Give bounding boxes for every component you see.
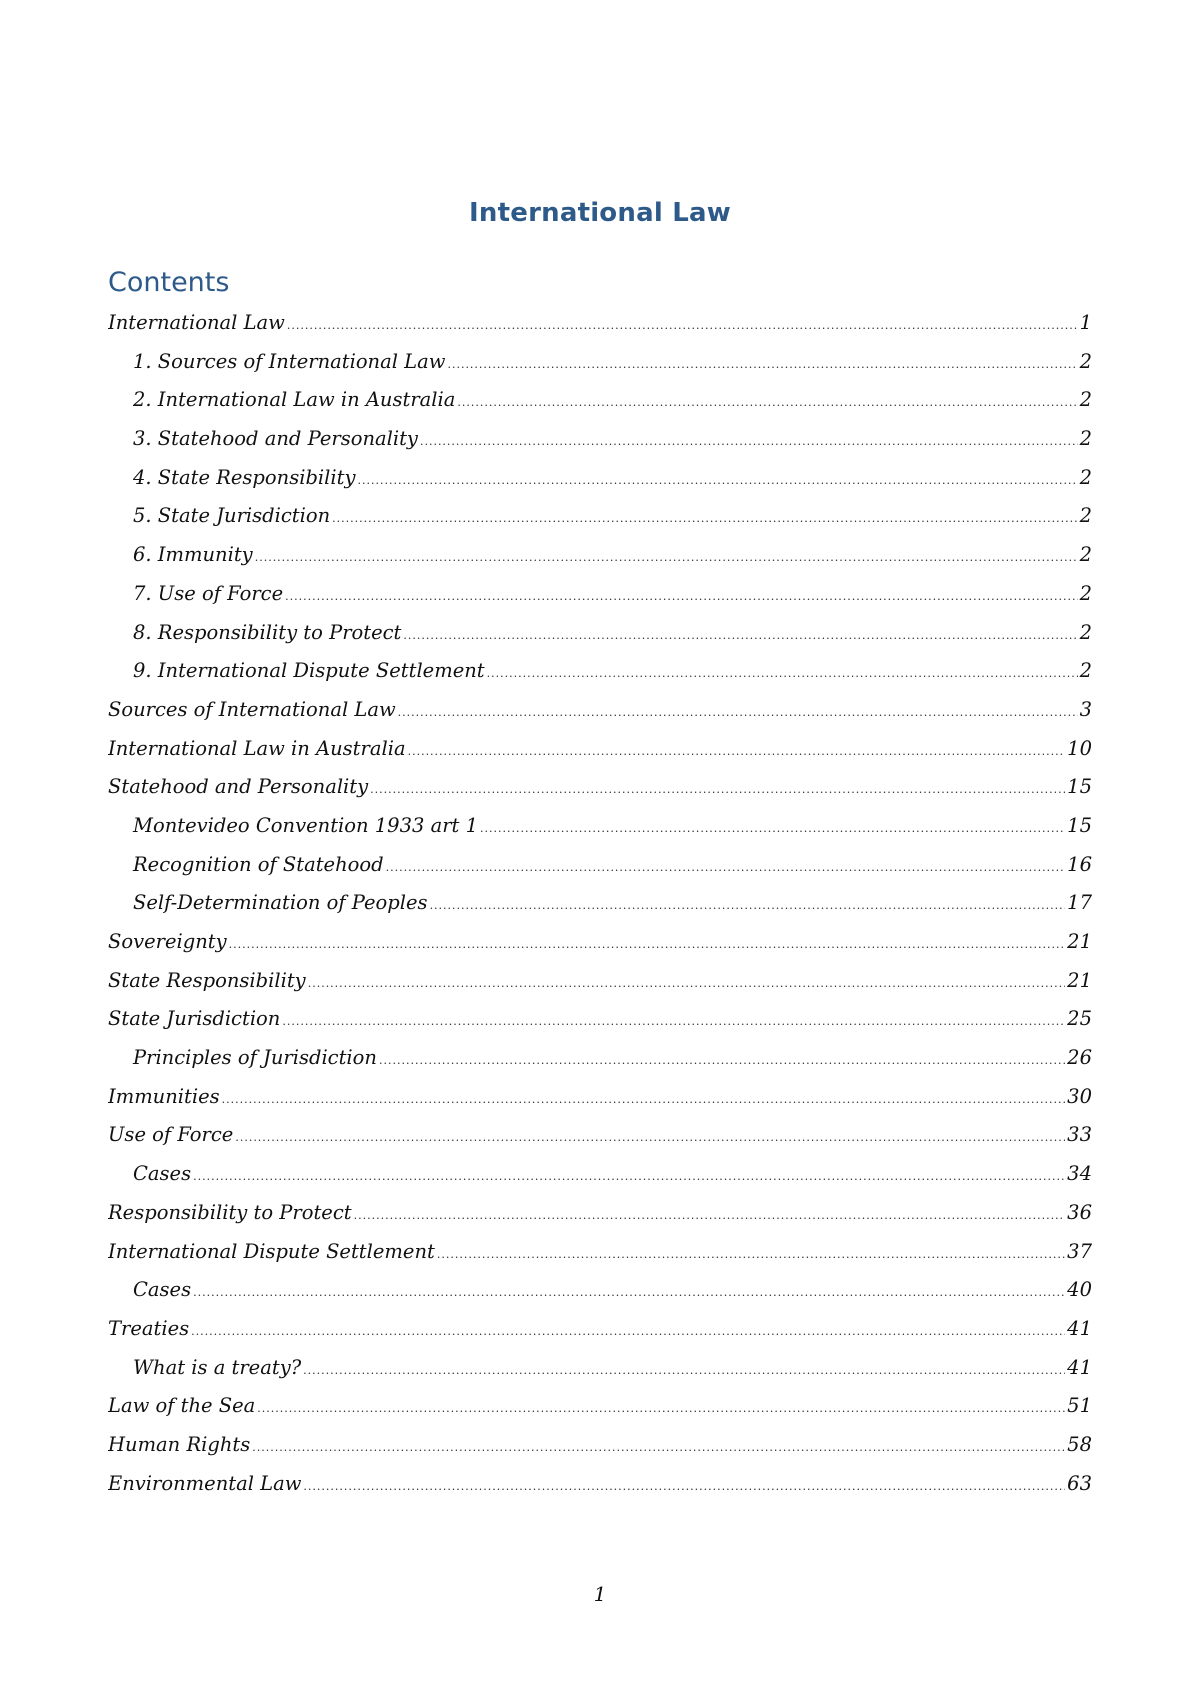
toc-dot-leader bbox=[398, 694, 1078, 730]
toc-entry-label[interactable]: Sources of International Law bbox=[108, 697, 396, 721]
toc-entry[interactable] bbox=[108, 575, 1092, 614]
toc-entry-label[interactable]: Treaties bbox=[108, 1316, 190, 1340]
toc-dot-leader bbox=[193, 1274, 1065, 1310]
toc-entry-label[interactable]: Use of Force bbox=[108, 1123, 234, 1147]
toc-entry-label[interactable]: Cases bbox=[133, 1278, 192, 1302]
toc-heading: Contents bbox=[108, 267, 230, 298]
toc-entry-label[interactable]: Responsibility to Protect bbox=[108, 1200, 352, 1224]
toc-entry-label[interactable]: Montevideo Convention 1933 art 1 bbox=[133, 813, 478, 837]
toc-entry-label[interactable]: Sovereignty bbox=[108, 930, 227, 953]
toc-entry-label[interactable]: 4. State Responsibility bbox=[133, 465, 356, 489]
toc-entry-label[interactable]: 6. Immunity bbox=[133, 543, 253, 567]
toc-entry-label[interactable]: Human Rights bbox=[108, 1432, 251, 1456]
toc-entry-page-number[interactable]: 10 bbox=[1067, 736, 1092, 760]
toc-dot-leader bbox=[457, 384, 1077, 420]
toc-entry-page-number[interactable]: 41 bbox=[1067, 1355, 1092, 1379]
toc-dot-leader bbox=[257, 1390, 1065, 1426]
toc-entry[interactable] bbox=[108, 1271, 1092, 1310]
toc-entry[interactable] bbox=[108, 691, 1092, 730]
toc-entry-page-number[interactable]: 2 bbox=[1079, 349, 1092, 373]
toc-entry-page-number[interactable]: 37 bbox=[1067, 1239, 1092, 1263]
toc-entry[interactable] bbox=[108, 1349, 1092, 1388]
table-of-contents bbox=[108, 304, 1092, 1503]
toc-entry-label[interactable]: International Law in Australia bbox=[108, 736, 406, 760]
toc-entry-page-number[interactable]: 3 bbox=[1079, 697, 1092, 721]
toc-entry-page-number[interactable]: 15 bbox=[1067, 813, 1092, 837]
toc-entry[interactable] bbox=[108, 614, 1092, 653]
toc-entry-page-number[interactable]: 15 bbox=[1067, 775, 1092, 799]
toc-entry-label[interactable]: Principles of Jurisdiction bbox=[133, 1046, 377, 1070]
toc-dot-leader bbox=[282, 1003, 1065, 1039]
toc-entry-page-number[interactable]: 2 bbox=[1079, 504, 1092, 528]
toc-dot-leader bbox=[222, 1081, 1066, 1117]
toc-dot-leader bbox=[303, 1468, 1065, 1504]
toc-entry[interactable] bbox=[108, 497, 1092, 536]
toc-entry-page-number[interactable]: 36 bbox=[1067, 1200, 1092, 1224]
toc-entry[interactable] bbox=[108, 1465, 1092, 1504]
toc-dot-leader bbox=[308, 965, 1065, 1001]
toc-entry-page-number[interactable]: 2 bbox=[1079, 581, 1092, 605]
toc-entry-page-number[interactable]: 26 bbox=[1067, 1046, 1092, 1070]
toc-entry-label[interactable]: What is a treaty? bbox=[133, 1355, 302, 1379]
toc-entry[interactable] bbox=[108, 536, 1092, 575]
toc-dot-leader bbox=[303, 1352, 1065, 1388]
toc-entry-page-number[interactable]: 2 bbox=[1079, 543, 1092, 567]
toc-entry-label[interactable]: Cases bbox=[133, 1162, 192, 1186]
toc-entry-page-number[interactable]: 2 bbox=[1079, 620, 1092, 644]
toc-entry-page-number[interactable]: 2 bbox=[1079, 465, 1092, 489]
toc-entry[interactable] bbox=[108, 652, 1092, 691]
toc-dot-leader bbox=[480, 810, 1065, 846]
toc-entry-label[interactable]: 2. International Law in Australia bbox=[133, 388, 456, 412]
toc-entry-label[interactable]: International Law bbox=[108, 311, 285, 334]
toc-entry[interactable] bbox=[108, 768, 1092, 807]
toc-dot-leader bbox=[408, 733, 1066, 769]
toc-entry[interactable] bbox=[108, 1233, 1092, 1272]
toc-dot-leader bbox=[235, 1119, 1065, 1155]
toc-dot-leader bbox=[370, 771, 1065, 807]
toc-entry[interactable] bbox=[108, 459, 1092, 498]
toc-entry-page-number[interactable]: 21 bbox=[1067, 968, 1092, 992]
toc-entry[interactable] bbox=[108, 1116, 1092, 1155]
toc-entry-label[interactable]: 9. International Dispute Settlement bbox=[133, 659, 485, 683]
toc-entry-page-number[interactable]: 25 bbox=[1067, 1007, 1092, 1031]
toc-entry-label[interactable]: Environmental Law bbox=[108, 1471, 302, 1495]
toc-entry-page-number[interactable]: 17 bbox=[1067, 891, 1092, 915]
toc-entry-label[interactable]: State Jurisdiction bbox=[108, 1007, 281, 1031]
toc-dot-leader bbox=[354, 1197, 1066, 1233]
toc-entry[interactable] bbox=[108, 1194, 1092, 1233]
toc-entry[interactable] bbox=[108, 923, 1092, 962]
toc-entry-label[interactable]: International Dispute Settlement bbox=[108, 1239, 435, 1263]
toc-dot-leader bbox=[487, 655, 1078, 691]
toc-entry-page-number[interactable]: 34 bbox=[1067, 1162, 1092, 1186]
toc-entry[interactable] bbox=[108, 1039, 1092, 1078]
toc-entry-label[interactable]: 7. Use of Force bbox=[133, 581, 284, 605]
page-number: 1 bbox=[593, 1582, 607, 1606]
toc-entry-page-number[interactable]: 33 bbox=[1067, 1123, 1092, 1147]
toc-entry-page-number[interactable]: 21 bbox=[1067, 930, 1092, 953]
toc-entry[interactable] bbox=[108, 304, 1092, 343]
toc-dot-leader bbox=[332, 500, 1077, 536]
toc-entry[interactable] bbox=[108, 420, 1092, 459]
toc-entry-label[interactable]: Self-Determination of Peoples bbox=[133, 891, 428, 915]
toc-dot-leader bbox=[447, 346, 1077, 382]
toc-entry[interactable] bbox=[108, 1155, 1092, 1194]
toc-entry[interactable] bbox=[108, 1426, 1092, 1465]
toc-entry-label[interactable]: 8. Responsibility to Protect bbox=[133, 620, 402, 644]
toc-entry[interactable] bbox=[108, 730, 1092, 769]
toc-entry-label[interactable]: 5. State Jurisdiction bbox=[133, 504, 331, 528]
toc-entry-label[interactable]: 1. Sources of International Law bbox=[133, 349, 446, 373]
toc-entry-page-number[interactable]: 16 bbox=[1067, 852, 1092, 876]
toc-dot-leader bbox=[255, 539, 1078, 575]
toc-entry[interactable] bbox=[108, 343, 1092, 382]
toc-entry-page-number[interactable]: 58 bbox=[1067, 1432, 1092, 1456]
toc-entry-page-number[interactable]: 2 bbox=[1079, 659, 1092, 683]
toc-dot-leader bbox=[379, 1042, 1065, 1078]
toc-dot-leader bbox=[191, 1313, 1065, 1349]
toc-entry[interactable] bbox=[108, 381, 1092, 420]
toc-entry[interactable] bbox=[108, 1000, 1092, 1039]
toc-entry-label[interactable]: 3. Statehood and Personality bbox=[133, 427, 418, 451]
toc-entry-page-number[interactable]: 51 bbox=[1067, 1394, 1092, 1418]
toc-entry[interactable] bbox=[108, 1387, 1092, 1426]
toc-entry-page-number[interactable]: 2 bbox=[1079, 427, 1092, 451]
toc-entry-page-number[interactable]: 1 bbox=[1079, 311, 1092, 334]
toc-entry-label[interactable]: State Responsibility bbox=[108, 968, 306, 992]
toc-dot-leader bbox=[437, 1236, 1065, 1272]
toc-entry-page-number[interactable]: 40 bbox=[1067, 1278, 1092, 1302]
toc-entry-label[interactable]: Law of the Sea bbox=[108, 1394, 256, 1418]
toc-dot-leader bbox=[430, 887, 1066, 923]
document-title: International Law bbox=[469, 198, 731, 228]
toc-dot-leader bbox=[420, 423, 1078, 459]
toc-dot-leader bbox=[386, 849, 1066, 885]
toc-dot-leader bbox=[358, 462, 1078, 498]
toc-dot-leader bbox=[285, 578, 1077, 614]
toc-entry[interactable] bbox=[108, 1310, 1092, 1349]
toc-entry[interactable] bbox=[108, 884, 1092, 923]
toc-entry[interactable] bbox=[108, 846, 1092, 885]
toc-entry-label[interactable]: Statehood and Personality bbox=[108, 775, 369, 799]
toc-entry-page-number[interactable]: 30 bbox=[1067, 1084, 1092, 1108]
toc-dot-leader bbox=[287, 307, 1078, 343]
toc-dot-leader bbox=[252, 1429, 1065, 1465]
toc-entry[interactable] bbox=[108, 807, 1092, 846]
toc-dot-leader bbox=[193, 1158, 1065, 1194]
toc-entry-page-number[interactable]: 63 bbox=[1067, 1471, 1092, 1495]
toc-entry-label[interactable]: Recognition of Statehood bbox=[133, 852, 384, 876]
toc-entry-page-number[interactable]: 41 bbox=[1067, 1316, 1092, 1340]
toc-dot-leader bbox=[403, 617, 1077, 653]
toc-entry-page-number[interactable]: 2 bbox=[1079, 388, 1092, 412]
toc-entry[interactable] bbox=[108, 962, 1092, 1001]
toc-entry-label[interactable]: Immunities bbox=[108, 1084, 220, 1108]
toc-entry[interactable] bbox=[108, 1078, 1092, 1117]
toc-dot-leader bbox=[229, 926, 1066, 962]
